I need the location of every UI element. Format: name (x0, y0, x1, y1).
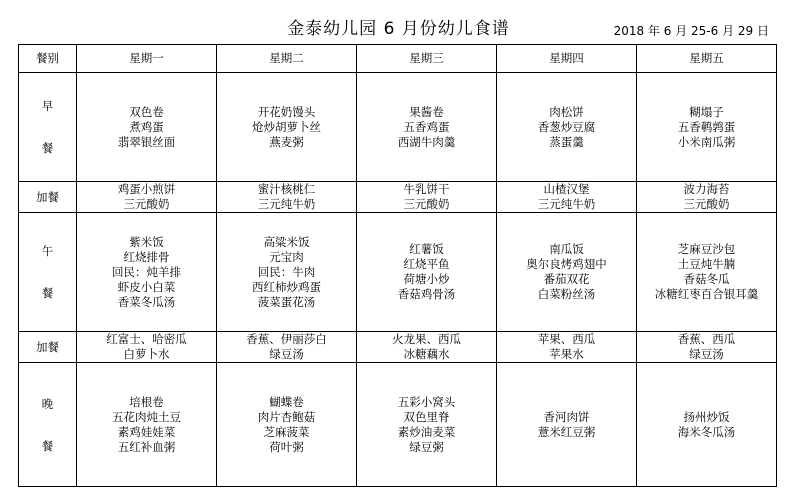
dish: 五红补血粥 (117, 439, 176, 454)
dish: 红富士、哈密瓜 (106, 332, 187, 346)
dish: 土豆炖牛腩 (677, 257, 736, 271)
lunch-row (19, 213, 777, 332)
dish: 奥尔良烤鸡翅中 (526, 257, 607, 271)
dish: 五彩小窝头 (397, 394, 456, 409)
dish: 培根卷 (129, 394, 164, 409)
dish: 开花奶馒头 (257, 104, 316, 119)
menu-cell (77, 363, 217, 487)
menu-cell (77, 332, 217, 363)
menu-cell (77, 213, 217, 332)
dish: 炝炒胡萝卜丝 (252, 119, 321, 134)
menu-cell (497, 332, 637, 363)
menu-cell (637, 363, 777, 487)
header-day: 星期二 (217, 45, 357, 73)
menu-cell (357, 332, 497, 363)
menu-cell (637, 182, 777, 213)
dish: 绿豆汤 (269, 347, 304, 361)
dish: 白萝卜水 (123, 347, 170, 361)
dish: 薏米红豆粥 (537, 424, 596, 439)
dish: 三元酸奶 (123, 197, 170, 211)
menu-cell (77, 182, 217, 213)
dish: 香菇冬瓜 (683, 272, 730, 286)
meal-label-snack1: 加餐 (19, 182, 77, 213)
dish: 蝴蝶卷 (269, 394, 304, 409)
dish: 荷塘小炒 (403, 272, 450, 286)
dish: 芝麻豆沙包 (677, 242, 736, 256)
dinner-row (19, 363, 777, 487)
meal-label-char: 早 (41, 99, 54, 113)
dish: 火龙果、西瓜 (392, 332, 461, 346)
header-day: 星期三 (357, 45, 497, 73)
dish: 冰糖藕水 (403, 347, 450, 361)
menu-cell (497, 73, 637, 182)
dish: 南瓜饭 (549, 242, 584, 256)
dish: 翡翠银丝面 (117, 134, 176, 149)
dish: 果酱卷 (409, 104, 444, 119)
header-day: 星期五 (637, 45, 777, 73)
dish: 双色里脊 (403, 409, 450, 424)
dish: 三元纯牛奶 (537, 197, 596, 211)
dish: 蜜汁核桃仁 (257, 182, 316, 196)
meal-label-char: 餐 (41, 286, 54, 300)
dish: 牛乳饼干 (403, 182, 450, 196)
dish: 小米南瓜粥 (677, 134, 736, 149)
snack1-row (19, 182, 777, 213)
date-range: 2018 年 6 月 25-6 月 29 日 (613, 24, 769, 38)
dish: 五花肉炖土豆 (112, 409, 181, 424)
dish: 糊塌子 (689, 104, 724, 119)
dish: 高粱米饭 (263, 234, 310, 249)
menu-cell (357, 363, 497, 487)
menu-cell (217, 332, 357, 363)
dish: 素炒油麦菜 (397, 424, 456, 439)
dish: 虾皮小白菜 (117, 279, 176, 294)
dish: 番茄双花 (543, 272, 590, 286)
menu-cell (497, 182, 637, 213)
meal-label-char: 晚 (41, 396, 54, 411)
meal-label-dinner (19, 363, 77, 487)
meal-label-char: 午 (41, 244, 54, 258)
menu-cell (217, 363, 357, 487)
menu-cell (637, 332, 777, 363)
menu-cell (217, 213, 357, 332)
menu-cell (637, 73, 777, 182)
dish: 海米冬瓜汤 (677, 424, 736, 439)
meal-label-char: 餐 (41, 438, 54, 453)
dish: 苹果水 (549, 347, 584, 361)
menu-cell (217, 73, 357, 182)
dish: 五香鹌鹑蛋 (677, 119, 736, 134)
header-day: 星期四 (497, 45, 637, 73)
dish: 元宝肉 (269, 249, 304, 264)
dish: 鸡蛋小煎饼 (117, 182, 176, 196)
dish: 三元纯牛奶 (257, 197, 316, 211)
header-meal-col: 餐别 (19, 45, 77, 73)
menu-table (18, 44, 777, 487)
menu-cell (217, 182, 357, 213)
dish: 蒸蛋羹 (549, 134, 584, 149)
dish: 香菇鸡骨汤 (397, 287, 456, 301)
dish: 香蕉、伊丽莎白 (246, 332, 327, 346)
dish: 红薯饭 (409, 242, 444, 256)
snack2-row (19, 332, 777, 363)
dish: 白菜粉丝汤 (537, 287, 596, 301)
menu-cell (637, 213, 777, 332)
dish: 山楂汉堡 (543, 182, 590, 196)
header-row (19, 45, 777, 73)
menu-cell (497, 363, 637, 487)
dish: 波力海苔 (683, 182, 730, 196)
dish: 绿豆汤 (689, 347, 724, 361)
dish: 香蕉、西瓜 (677, 332, 736, 346)
menu-cell (357, 213, 497, 332)
dish: 三元酸奶 (683, 197, 730, 211)
menu-cell (497, 213, 637, 332)
dish: 紫米饭 (129, 234, 164, 249)
dish: 菠菜蛋花汤 (257, 294, 316, 309)
dish: 回民：炖羊排 (112, 264, 181, 279)
dish: 香河肉饼 (543, 409, 590, 424)
dish: 红烧排骨 (123, 249, 170, 264)
dish: 西红柿炒鸡蛋 (252, 279, 321, 294)
dish: 肉松饼 (549, 104, 584, 119)
dish: 燕麦粥 (269, 134, 304, 149)
dish: 香菜冬瓜汤 (117, 294, 176, 309)
dish: 苹果、西瓜 (537, 332, 596, 346)
dish: 煮鸡蛋 (129, 119, 164, 134)
meal-label-char: 餐 (41, 141, 54, 155)
page-title: 金泰幼儿园 6 月份幼儿食谱 (287, 19, 510, 39)
dish: 肉片杏鲍菇 (257, 409, 316, 424)
dish: 扬州炒饭 (683, 409, 730, 424)
meal-label-lunch (19, 213, 77, 332)
dish: 五香鸡蛋 (403, 119, 450, 134)
dish: 芝麻菠菜 (263, 424, 310, 439)
meal-label-breakfast (19, 73, 77, 182)
dish: 荷叶粥 (269, 439, 304, 454)
menu-cell (357, 182, 497, 213)
dish: 冰糖红枣百合银耳羹 (654, 287, 759, 301)
menu-cell (77, 73, 217, 182)
dish: 绿豆粥 (409, 439, 444, 454)
dish: 素鸡娃娃菜 (117, 424, 176, 439)
meal-label-snack2: 加餐 (19, 332, 77, 363)
dish: 红烧平鱼 (403, 257, 450, 271)
dish: 双色卷 (129, 104, 164, 119)
dish: 三元酸奶 (403, 197, 450, 211)
dish: 香葱炒豆腐 (537, 119, 596, 134)
breakfast-row (19, 73, 777, 182)
dish: 回民：牛肉 (257, 264, 316, 279)
dish: 西湖牛肉羹 (397, 134, 456, 149)
header-day: 星期一 (77, 45, 217, 73)
menu-cell (357, 73, 497, 182)
